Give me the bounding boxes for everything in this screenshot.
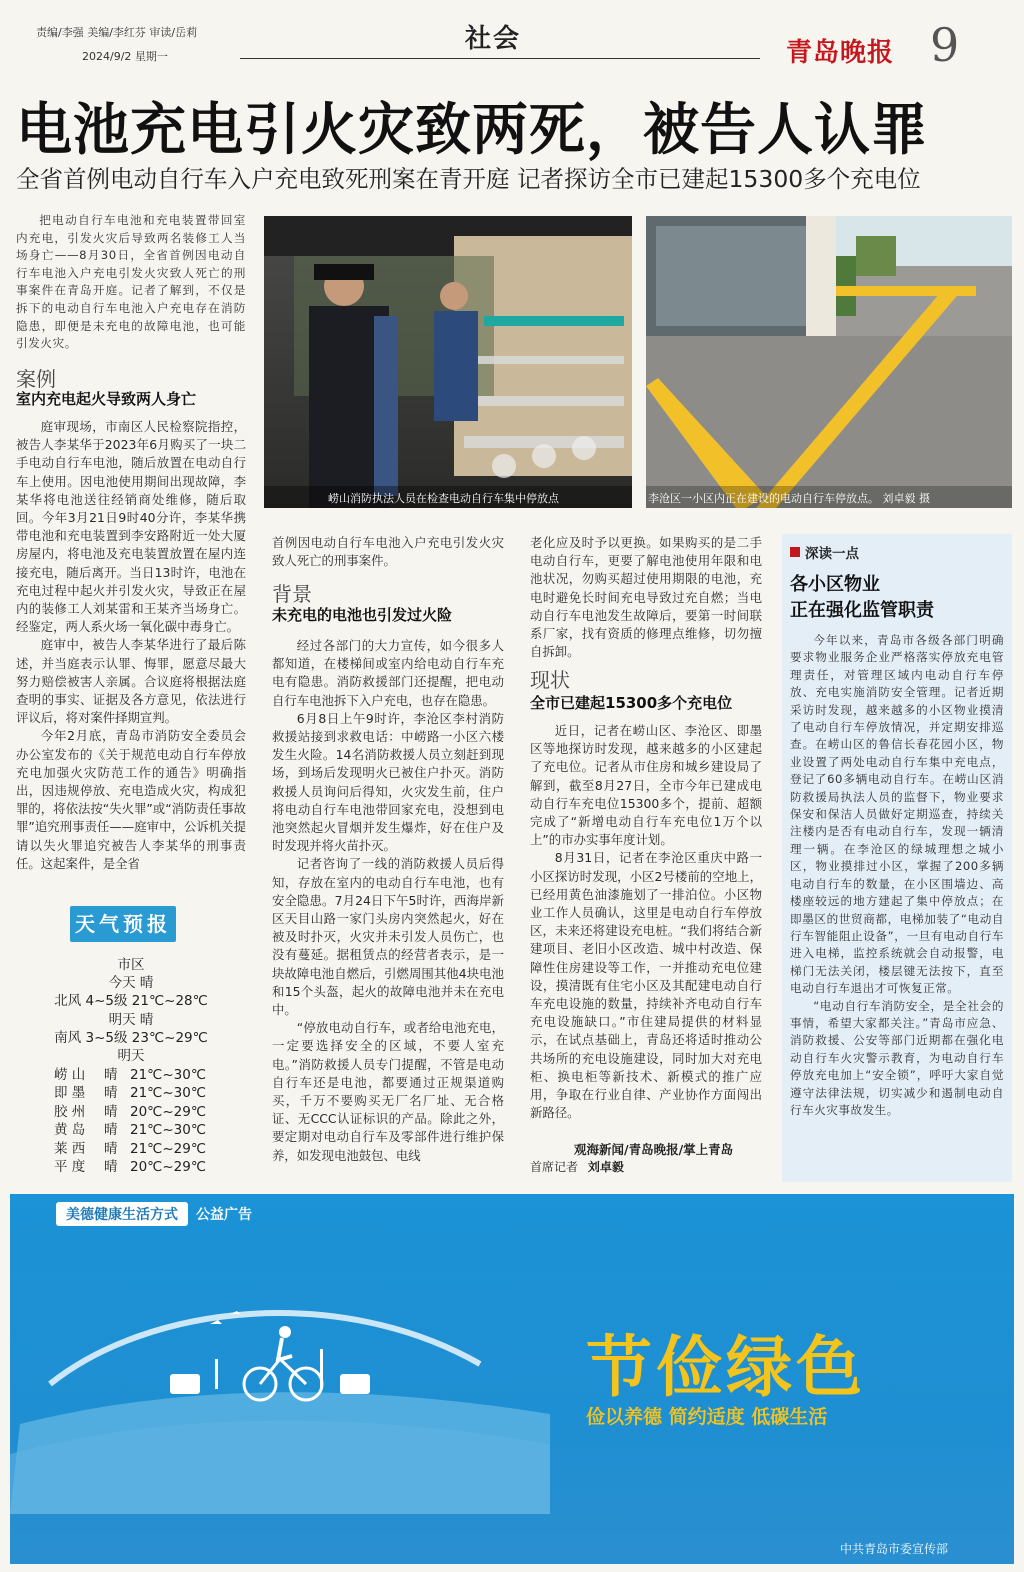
page-number: 9 [930,18,960,72]
case-body [16,418,246,873]
photo-parking-illustration [646,216,1012,508]
ad-slogan: 俭以养德 简约适度 低碳生活 [586,1406,828,1428]
background-paragraph: “停放电动自行车，或者给电池充电，一定要选择安全的区域，不要人室充电。”消防救援人员专门提醒，不管是电动自行车还是电池，都要通过正规渠道购买，千万不要购买无厂名厂址、无合格证、无CCC认证标识的产品。除此之外，要定期对电动自行车及零部件进行维护保养，如发现电池鼓包、电线 [272,1020,504,1163]
sidebar-paragraph: “电动自行车消防安全，是全社会的事情，希望大家都关注。”青岛市应急、消防救援、公安等部门近期都在强化电动自行车火灾警示教育，为电动自行车停放充电加上“安全锁”，呼吁大家自觉遵守法律法规，切实减少和遏制电动自行车火灾事故发生。 [790,998,1004,1117]
sidebar-title-line2: 正在强化监管职责 [790,600,934,621]
case-paragraph: 庭审中，被告人李某华进行了最后陈述，并当庭表示认罪、悔罪，愿意尽最大努力赔偿被害人亲属。合议庭将根据法庭查明的事实、证据及各方意见，依法进行评议后，将对案件择期宣判。 [16,637,246,726]
paper-logo: 青岛晚报 [786,38,895,68]
weather-district-list [54,1066,244,1176]
ad-tag-secondary: 公益广告 [196,1207,252,1223]
sidebar-tag-label: 深读一点 [805,546,859,562]
background-title: 未充电的电池也引发过火险 [272,606,453,624]
subheadline: 全省首例电动自行车入户充电致死刑案在青开庭 记者探访全市已建起15300多个充电位 [16,165,921,193]
weather-district-row: 即 墨 晴 21℃~30℃ [54,1085,206,1102]
sidebar-title-line1: 各小区物业 [790,574,880,595]
case-paragraph: 庭审现场，市南区人民检察院指控，被告人李某华于2023年6月购买了一块二手电动自行车电池，随后放置在电动自行车上使用。因电池使用期间出现故障，李某华将电池送往经销商处维修，随后取回。今年3月21日9时40分许，李某华携带电池和充电装置到李安路附近一处大厦房屋内，将电池及充电装置放置在屋内连接充电，随后离开。当日13时许，电池在充电过程中起火并引发火灾，导致正在屋内的装修工人刘某雷和王某齐当场身亡。经鉴定，两人系火场一氧化碳中毒身亡。 [16,419,246,635]
photo-inspection [264,216,632,508]
lead-paragraph: 把电动自行车电池和充电装置带回室内充电，引发火灾后导致两名装修工人当场身亡——8月30日，全省首例因电动自行车电池入户充电引发火灾致人死亡的刑事案件在青岛开庭。记者了解到，不仅是拆下的电动自行车电池入户充电存在消防隐患，即便是未充电的故障电池，也可能引发火灾。 [16,213,246,351]
background-paragraph: 6月8日上午9时许，李沧区李村消防救援站接到求救电话：中崂路一小区六楼发生火险。14名消防救援人员立刻赶到现场，到场后发现明火已被住户扑灭。消防救援人员询问后得知，火灾发生前，住户将电动自行车电池带回家充电，没想到电池突然起火冒烟并发生爆炸，好在住户及时发现并将火苗扑灭。 [272,710,504,854]
square-bullet-icon [790,547,800,557]
issue-date: 2024/9/2 星期一 [82,50,168,63]
weather-tomorrow: 南风 3~5级 23℃~29℃ [54,1030,208,1046]
header-rule [240,58,760,59]
status-title: 全市已建起15300多个充电位 [530,694,733,712]
background-continued: 首例因电动自行车电池入户充电引发火灾致人死亡的刑事案件。 [272,535,504,569]
weather-district-row: 胶 州 晴 20℃~29℃ [54,1103,206,1120]
ad-tags [56,1202,252,1226]
sidebar-tag [790,542,859,562]
byline-reporter-label: 首席记者 [530,1160,579,1174]
ad-organization: 中共青岛市委宣传部 [840,1542,949,1556]
byline-outlets: 观海新闻/青岛晚报/掌上青岛 [574,1142,734,1157]
case-kicker: 案例 [16,367,56,391]
public-service-ad [10,1194,1014,1564]
photo-parking [646,216,1012,508]
sidebar-deep-read [782,534,1012,1182]
weather-tomorrow-label: 明天 晴 [108,1012,154,1028]
weather-title: 天气预报 [70,906,176,942]
weather-today: 北风 4~5级 21℃~28℃ [54,993,208,1009]
status-paragraph: 近日，记者在崂山区、李沧区、即墨区等地探访时发现，越来越多的小区建起了充电位。记者从市住房和城乡建设局了解到，截至8月27日，全市今年已建成电动自行车充电位15300多个，提前、超额完成了“新增电动自行车充电位1万个以上”的市办实事年度计划。 [530,723,762,848]
byline-reporter-name: 刘卓毅 [587,1160,624,1174]
section-name: 社会 [465,24,522,54]
background-paragraph: 记者咨询了一线的消防救援人员后得知，存放在室内的电动自行车电池，也有安全隐患。7月24日下午5时许，西海岸新区天目山路一家门头房内突然起火，好在被及时扑灭，火灾并未引发人员伤亡，也没有蔓延。据租赁点的经营者表示，是一块故障电池自燃后，引燃周围其他4块电池和15个头盔，起火的故障电池并未在充电中。 [272,856,504,1018]
status-continued: 老化应及时予以更换。如果购买的是二手电动自行车，更要了解电池使用年限和电池状况，勿购买超过使用期限的电池，充电时避免长时间充电导致过充自燃；当电动自行车电池发生故障后，要第一时间联系厂家，找有资质的修理点维修，切勿擅自拆卸。 [530,535,762,660]
headline: 电池充电引火灾致两死，被告人认罪 [16,98,928,163]
cyclist-scene-illustration [10,1294,570,1514]
weather-districts-label: 明天 [117,1048,145,1064]
weather-today-label: 今天 晴 [108,975,154,991]
status-body [530,722,762,1122]
weather-district-row: 莱 西 晴 21℃~29℃ [54,1140,206,1157]
photo-caption: 崂山消防执法人员在检查电动自行车集中停放点 [328,492,559,505]
photo-inspection-illustration [264,216,632,508]
status-kicker: 现状 [530,668,570,692]
weather-region: 市区 [117,957,145,973]
case-title: 室内充电起火导致两人身亡 [16,390,197,408]
weather-district-row: 平 度 晴 20℃~29℃ [54,1159,206,1176]
weather-district-row: 黄 岛 晴 21℃~30℃ [54,1122,206,1139]
ad-tag-primary: 美德健康生活方式 [56,1202,188,1226]
byline-reporter [530,1158,624,1175]
ad-headline: 节俭绿色 [586,1329,866,1406]
background-paragraph: 经过各部门的大力宣传，如今很多人都知道，在楼梯间或室内给电动自行车充电有隐患。消防救援部门还提醒，把电动自行车电池拆下入户充电，也存在隐患。 [272,638,504,708]
case-paragraph: 今年2月底，青岛市消防安全委员会办公室发布的《关于规范电动自行车停放充电加强火灾防范工作的通告》明确指出，因违规停放、充电造成火灾，构成犯罪的，将依法按“失火罪”或“消防责任事故罪”追究刑事责任——庭审中，公诉机关提请以失火罪追究被告人李某华的刑事责任。这起案件，是全省 [16,728,246,871]
background-kicker: 背景 [272,582,312,606]
photo-caption: 李沧区一小区内正在建设的电动自行车停放点。 刘卓毅 摄 [648,492,930,505]
weather-district-row: 崂 山 晴 21℃~30℃ [54,1067,206,1083]
background-body [272,637,504,1165]
status-paragraph: 8月31日，记者在李沧区重庆中路一小区探访时发现，小区2号楼前的空地上，已经用黄色油漆施划了一排泊位。小区物业工作人员确认，这里是电动自行车停放区，未来还将建设充电桩。“我们将结合新建项目、老旧小区改造、城中村改造、保障性住房建设等工作，一并推动充电位建设，摸清既有住宅小区及其配建电动自行车充电设施的数量，持续补齐电动自行车充电设施缺口。”市住建局提供的材料显示，在试点基础上，青岛还将适时推动公共场所的充电设施建设，同时加大对充电柜、换电柜等新技术、新模式的推广应用，争取在行业自律、产业协作方面闯出新路径。 [530,850,762,1121]
sidebar-paragraph: 今年以来，青岛市各级各部门明确要求物业服务企业严格落实停放充电管理责任，对管理区域内电动自行车停放、充电实施消防安全管理。记者近期采访时发现，越来越多的小区物业摸清了电动自行车停放情况，并定期安排巡查。在崂山区的鲁信长春花园小区，物业设置了两处电动自行车集中充电点，登记了60多辆电动自行车。在崂山区消防救援局执法人员的监督下，物业要求保安和保洁人员做好定期巡查，持续关注楼内是否有电动自行车，发现一辆清理一辆。在李沧区的绿城理想之城小区，物业摸排过小区，掌握了200多辆电动自行车的数量，在小区围墙边、高楼座较远的地方建起了集中停放点；在即墨区的世贸商都，电梯加装了“电动自行车智能阻止设备”，一旦有电动自行车进入电梯，监控系统就会自动报警，电梯门无法关闭，楼层键无法按下，直至电动自行车退出才可恢复正常。 [790,633,1004,996]
editors-credit: 责编/李强 美编/李红芬 审读/岳莉 [36,26,198,39]
sidebar-body [790,632,1004,1119]
